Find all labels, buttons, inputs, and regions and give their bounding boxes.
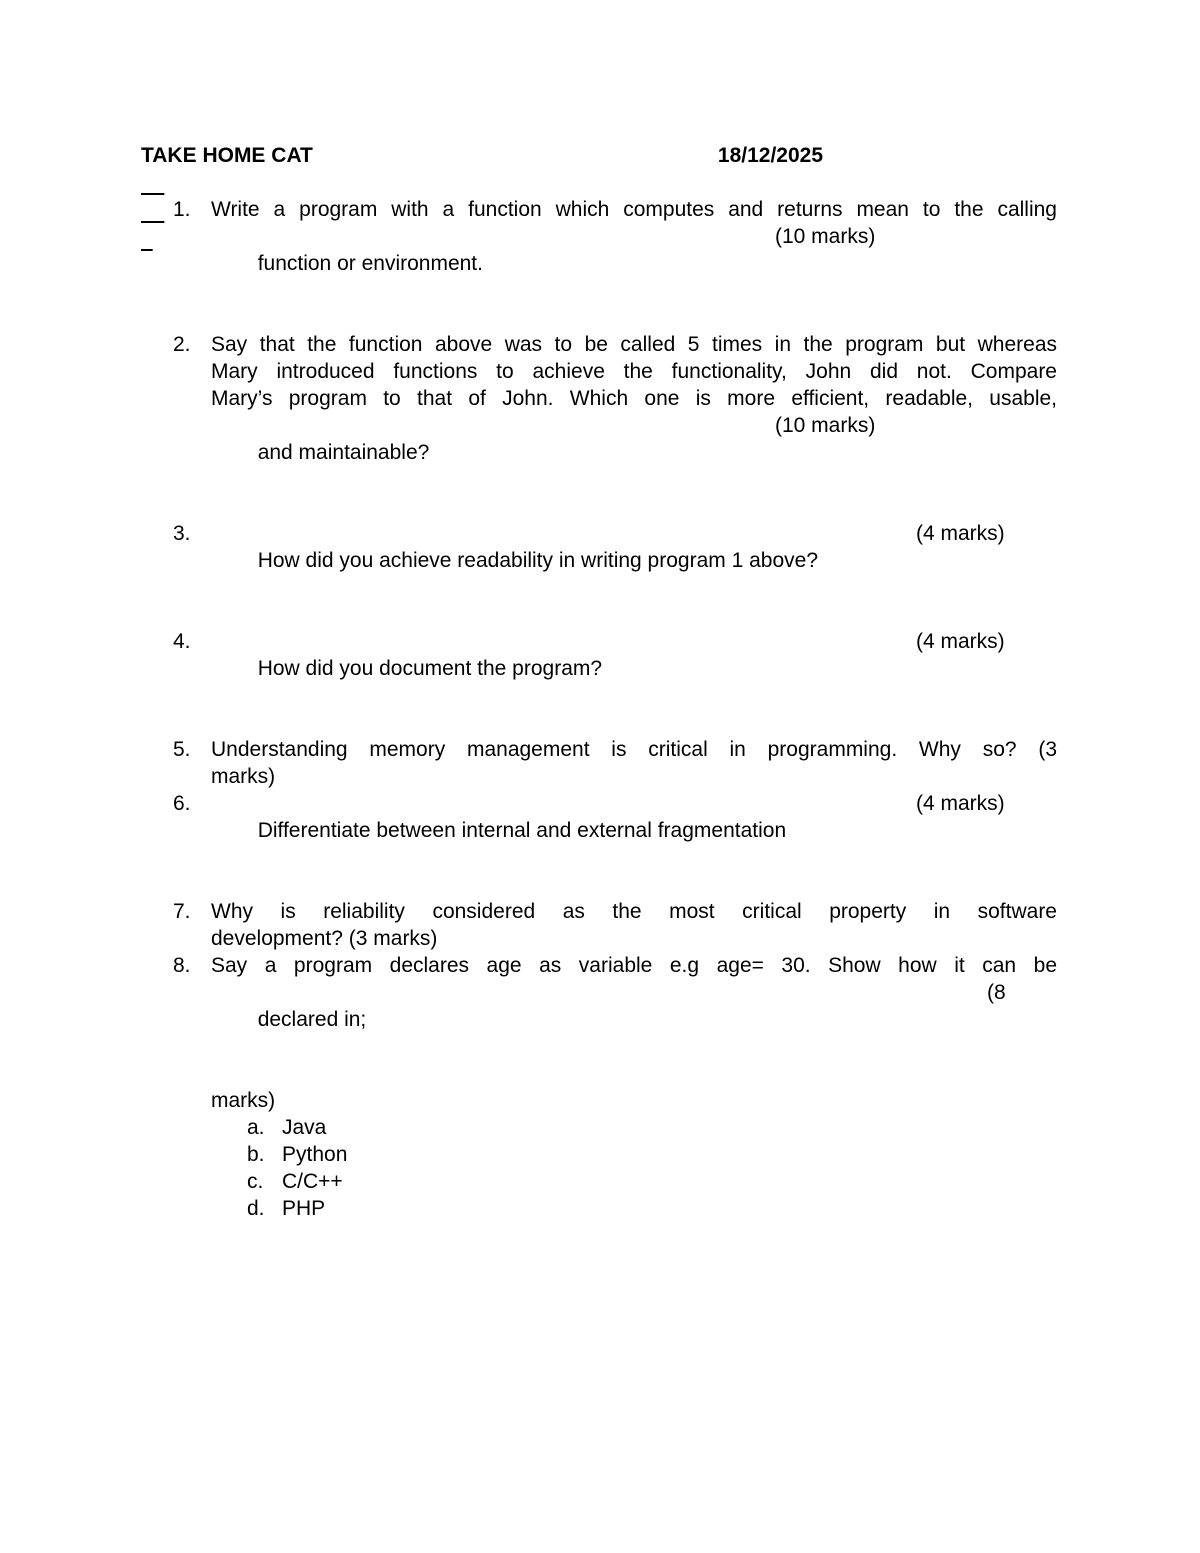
question-number: 8. (173, 954, 191, 977)
question-text: How did you achieve readability in writing program 1 above? (257, 549, 818, 572)
question-text-line (211, 979, 1057, 1087)
language-label: Python (282, 1143, 348, 1166)
question-text-line: marks) (211, 765, 276, 788)
question-number: 6. (173, 792, 191, 815)
question-number: 3. (173, 522, 191, 545)
question-text-line: Say that the function above was to be called 5 times in the program but whereas (211, 333, 1057, 356)
question-number: 2. (173, 333, 191, 356)
language-item-php (141, 1195, 1057, 1222)
language-letter: a. (247, 1116, 265, 1139)
language-label: PHP (282, 1197, 326, 1220)
question-number: 5. (173, 738, 191, 761)
document-date: 18/12/2025 (717, 144, 823, 167)
question-text-line: Why is reliability considered as the most critical property in software (211, 900, 1057, 923)
question-marks: (4 marks) (916, 522, 1005, 545)
question-text-line: Write a program with a function which computes and returns mean to the calling (211, 198, 1057, 221)
question-text-line: development? (3 marks) (211, 927, 438, 950)
question-number: 7. (173, 900, 191, 923)
question-text-line: marks) (211, 1089, 276, 1112)
language-letter: c. (247, 1170, 264, 1193)
question-text: and maintainable? (257, 441, 430, 464)
question-text-line (211, 520, 1057, 628)
language-item-c-cpp (141, 1168, 1057, 1195)
language-item-java (141, 1114, 1057, 1141)
question-text-line (211, 223, 1057, 331)
question-list (141, 196, 1057, 1222)
language-item-python (141, 1141, 1057, 1168)
question-text-line (211, 628, 1057, 736)
question-text-line: Understanding memory management is critical in programming. Why so? (3 (211, 738, 1057, 761)
question-3 (141, 520, 1057, 628)
question-number: 4. (173, 630, 191, 653)
question-8 (141, 952, 1057, 1114)
language-label: Java (282, 1116, 327, 1139)
language-letter: d. (247, 1197, 265, 1220)
question-text-line (211, 412, 1057, 520)
question-text-line: Say a program declares age as variable e.g age= 30. Show how it can be (211, 954, 1057, 977)
language-label: C/C++ (282, 1170, 343, 1193)
question-text: declared in; (257, 1008, 367, 1031)
question-4 (141, 628, 1057, 736)
question-text-line: Mary introduced functions to achieve the functionality, John did not. Compare (211, 360, 1057, 383)
question-marks: (10 marks) (775, 414, 876, 437)
question-text: How did you document the program? (257, 657, 603, 680)
question-marks: (4 marks) (916, 630, 1005, 653)
question-marks: (10 marks) (775, 225, 876, 248)
question-7 (141, 898, 1057, 952)
question-text: function or environment. (257, 252, 483, 275)
question-marks: (4 marks) (916, 792, 1005, 815)
document-header (141, 142, 823, 170)
question-5 (141, 736, 1057, 790)
question-text: Differentiate between internal and external fragmentation (257, 819, 787, 842)
question-text-line: Mary’s program to that of John. Which one is more efficient, readable, usable, (211, 387, 1057, 410)
question-6 (141, 790, 1057, 898)
question-1 (141, 196, 1057, 331)
language-letter: b. (247, 1143, 265, 1166)
question-marks: (8 (987, 981, 1006, 1004)
question-number: 1. (173, 198, 191, 221)
document-title: TAKE HOME CAT (141, 144, 313, 167)
question-text-line (211, 790, 1057, 898)
question-2 (141, 331, 1057, 520)
